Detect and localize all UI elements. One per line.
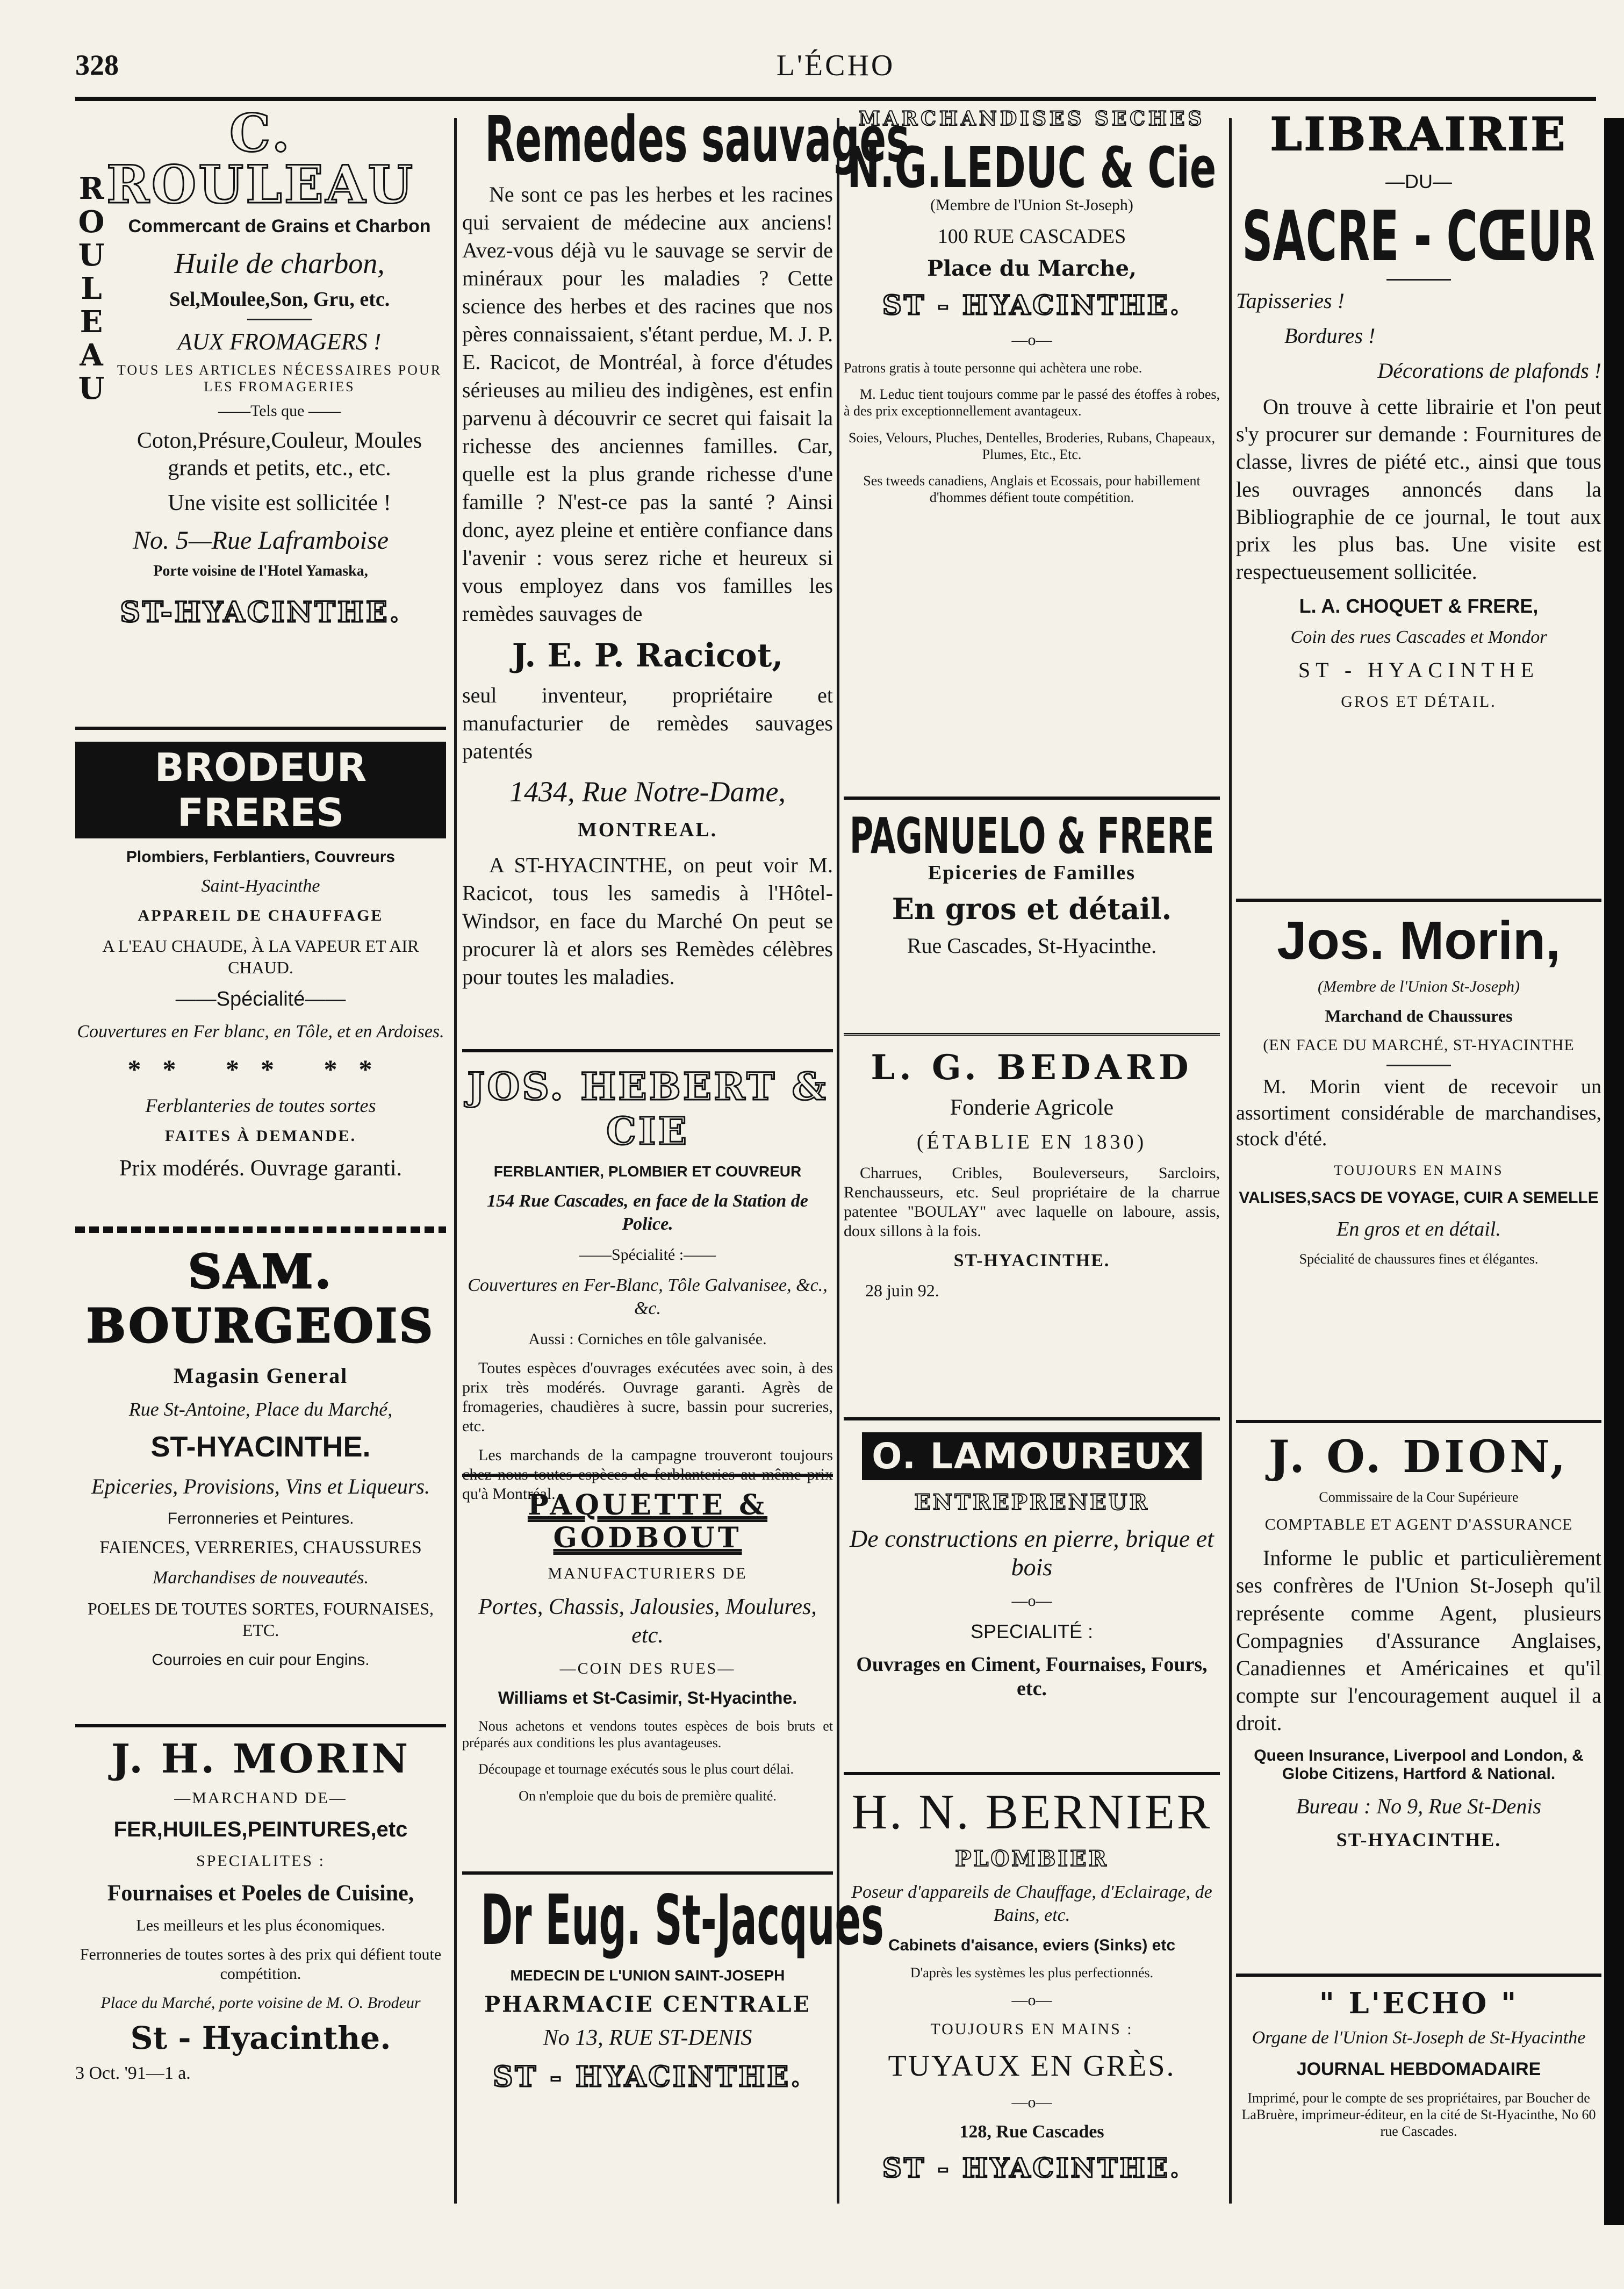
ad-rouleau-vertical-name bbox=[75, 172, 107, 405]
column-3 bbox=[844, 107, 1220, 2214]
ad-pagnuelo-line3: Rue Cascades, St-Hyacinthe. bbox=[907, 934, 1157, 958]
ad-stjacques-line2: PHARMACIE CENTRALE bbox=[484, 1992, 811, 2017]
ad-bedard bbox=[844, 1047, 1220, 1405]
separator bbox=[1236, 1420, 1601, 1423]
ad-dion-body: Informe le public et particulièrement ses confrères de l'Union St-Joseph qu'il représente comme Agent, plusieurs Compagnies d'Assurance Anglaises, Canadiennes et Américaines et qu'il compte sur l'encouragement auquel il a droit. bbox=[1236, 1546, 1601, 1735]
ad-librairie-line7: ST - HYACINTHE bbox=[1298, 658, 1540, 683]
ad-dion-line2: COMPTABLE ET AGENT D'ASSURANCE bbox=[1264, 1516, 1573, 1534]
ad-bourgeois-line3: ST-HYACINTHE. bbox=[150, 1431, 371, 1463]
ad-paquette-line2: Portes, Chassis, Jalousies, Moulures, etc. bbox=[478, 1595, 817, 1648]
separator-double bbox=[844, 1033, 1220, 1039]
ad-dion-line3: Queen Insurance, Liverpool and London, & Globe Citizens, Hartford & National. bbox=[1254, 1746, 1584, 1783]
ad-stjacques-line4: ST - HYACINTHE. bbox=[492, 2061, 803, 2093]
ad-bourgeois-line8: POELES DE TOUTES SORTES, FOURNAISES, ETC. bbox=[87, 1599, 434, 1640]
ad-hebert-line1: FERBLANTIER, PLOMBIER ET COUVREUR bbox=[493, 1163, 802, 1180]
ad-dion-line4: Bureau : No 9, Rue St-Denis bbox=[1296, 1793, 1542, 1818]
ad-jh-morin-line7: Place du Marché, porte voisine de M. O. Brodeur bbox=[100, 1994, 421, 2012]
ad-dion bbox=[1236, 1431, 1601, 1962]
separator bbox=[844, 797, 1220, 800]
ad-brodeur-line2: A L'EAU CHAUDE, À LA VAPEUR ET AIR CHAUD. bbox=[102, 936, 419, 977]
separator bbox=[844, 1772, 1220, 1775]
ad-brodeur-line1: APPAREIL DE CHAUFFAGE bbox=[138, 907, 384, 924]
ad-jh-morin-line2: FER,HUILES,PEINTURES,etc bbox=[113, 1818, 408, 1841]
ad-rouleau-line3: AUX FROMAGERS ! bbox=[177, 328, 382, 355]
ad-bedard-name: L. G. BEDARD bbox=[871, 1047, 1193, 1088]
ad-leduc-kicker: MARCHANDISES SECHES bbox=[858, 107, 1205, 130]
ad-bedard-line4: 28 juin 92. bbox=[865, 1281, 939, 1300]
ad-bedard-body: Charrues, Cribles, Bouleverseurs, Sarcloirs, Renchausseurs, etc. Seul propriétaire de la charrue patentee "BOULAY" avec laquelle on laboure, assis, doux sillons à la fois. bbox=[844, 1164, 1220, 1240]
ad-bernier-line5: TOUJOURS EN MAINS : bbox=[930, 2020, 1133, 2039]
ad-hebert-line5: Aussi : Corniches en tôle galvanisée. bbox=[528, 1330, 767, 1348]
ad-stjacques-line3: No 13, RUE ST-DENIS bbox=[543, 2026, 752, 2050]
ad-remedes-line1: seul inventeur, propriétaire et manufacturier de remèdes sauvages patentés bbox=[462, 683, 833, 763]
column-rule-3 bbox=[1229, 118, 1232, 2204]
ad-jh-morin-line1: —MARCHAND DE— bbox=[174, 1789, 347, 1807]
ad-bernier-line4: —o— bbox=[1011, 1991, 1052, 2010]
ad-librairie-name: LIBRAIRIE bbox=[1270, 107, 1568, 161]
ad-jh-morin-line6: Ferronneries de toutes sortes à des prix qui défient toute compétition. bbox=[80, 1946, 442, 1983]
column-rule-1 bbox=[454, 118, 457, 2204]
ad-jos-morin-line7: Spécialité de chaussures fines et élégantes. bbox=[1299, 1251, 1539, 1267]
ad-brodeur-name: BRODEUR FRERES bbox=[75, 742, 446, 838]
ad-rouleau-trade: Commercant de Grains et Charbon bbox=[128, 216, 431, 236]
ad-leduc-body3: Soies, Velours, Pluches, Dentelles, Broderies, Rubans, Chapeaux, Plumes, Etc., Etc. bbox=[849, 429, 1215, 462]
ad-hebert-line3: ——Spécialité :—— bbox=[579, 1246, 716, 1264]
ad-librairie-line3: Bordures ! bbox=[1284, 324, 1376, 348]
ad-jos-morin-line6: En gros et en détail. bbox=[1336, 1218, 1501, 1241]
ad-bourgeois-line1: Magasin General bbox=[173, 1364, 348, 1388]
ad-rouleau-line6: Coton,Présure,Couleur, Moules grands et petits, etc., etc. bbox=[136, 428, 422, 480]
separator bbox=[462, 1871, 833, 1875]
ad-lamoureux-line1: De constructions en pierre, brique et bois bbox=[850, 1525, 1214, 1581]
ad-leduc bbox=[844, 107, 1220, 785]
ad-bernier-line6: TUYAUX EN GRÈS. bbox=[888, 2049, 1176, 2083]
column-1 bbox=[75, 103, 446, 2214]
ad-rouleau-vertical-text: ROULEAU bbox=[78, 171, 105, 406]
ad-hebert-body2: Les marchands de la campagne trouveront toujours chez nous toutes espèces de ferblanteries au même prix qu'à Montréal. bbox=[462, 1446, 833, 1503]
ad-bernier-name: H. N. BERNIER bbox=[851, 1784, 1212, 1839]
scan-edge-shadow bbox=[1604, 118, 1624, 2225]
ad-lamoureux-line4: Ouvrages en Ciment, Fournaises, Fours, etc. bbox=[856, 1653, 1208, 1700]
ad-hebert-line2: 154 Rue Cascades, en face de la Station de Police. bbox=[487, 1191, 808, 1234]
ad-brodeur-line8: Prix modérés. Ouvrage garanti. bbox=[119, 1156, 402, 1181]
ad-jos-morin-line3: (EN FACE DU MARCHÉ, ST-HYACINTHE bbox=[1263, 1036, 1575, 1054]
ad-jh-morin-line9: 3 Oct. '91—1 a. bbox=[75, 2063, 191, 2084]
separator bbox=[1236, 1974, 1601, 1977]
ad-jh-morin-line8: St - Hyacinthe. bbox=[130, 2020, 391, 2057]
ad-lamoureux-line2: —o— bbox=[1011, 1591, 1052, 1610]
column-4 bbox=[1236, 107, 1601, 2214]
ad-lamoureux-kicker: ENTREPRENEUR bbox=[914, 1490, 1149, 1515]
ad-hebert-name: JOS. HEBERT & CIE bbox=[467, 1064, 828, 1153]
separator-chain bbox=[75, 1226, 446, 1233]
ad-remedes-city: MONTREAL. bbox=[577, 819, 718, 841]
ad-pagnuelo-line1: Epiceries de Familles bbox=[928, 862, 1136, 884]
ad-stjacques bbox=[462, 1881, 884, 2182]
ad-rouleau-line10: ST-HYACINTHE. bbox=[120, 596, 401, 629]
ad-librairie-line1: —DU— bbox=[1385, 170, 1452, 192]
ad-librairie-name2: SACRE - CŒUR bbox=[1242, 197, 1596, 277]
ad-paquette-name: PAQUETTE & GODBOUT bbox=[527, 1489, 768, 1554]
ad-paquette bbox=[462, 1489, 833, 1860]
ad-jos-morin-line5: VALISES,SACS DE VOYAGE, CUIR A SEMELLE bbox=[1239, 1189, 1599, 1207]
ad-rouleau-line8: No. 5—Rue Laframboise bbox=[132, 526, 389, 555]
ad-brodeur-line6: Ferblanteries de toutes sortes bbox=[145, 1094, 376, 1116]
ad-paquette-line4: Williams et St-Casimir, St-Hyacinthe. bbox=[498, 1688, 797, 1707]
ad-brodeur-city: Saint-Hyacinthe bbox=[201, 876, 320, 896]
ad-echo bbox=[1236, 1986, 1601, 2140]
ad-bourgeois-line2: Rue St-Antoine, Place du Marché, bbox=[128, 1398, 393, 1420]
ad-dion-line1: Commissaire de la Cour Supérieure bbox=[1319, 1489, 1519, 1505]
ad-lamoureux bbox=[844, 1432, 1220, 1760]
ad-echo-name: " L'ECHO " bbox=[1319, 1986, 1519, 2020]
ad-jos-morin-line4: TOUJOURS EN MAINS bbox=[1334, 1162, 1504, 1178]
ad-rouleau-line9: Porte voisine de l'Hotel Yamaska, bbox=[153, 563, 368, 580]
ad-leduc-line3: Place du Marche, bbox=[927, 256, 1137, 281]
ad-jh-morin bbox=[75, 1736, 446, 2126]
ad-rouleau-line1: Huile de charbon, bbox=[174, 247, 385, 279]
ad-paquette-body2: Découpage et tournage exécutés sous le plus court délai. bbox=[478, 1761, 794, 1777]
ad-bernier bbox=[844, 1784, 1220, 2195]
ad-leduc-name: N.G.LEDUC & Cie bbox=[847, 135, 1217, 200]
separator bbox=[462, 1049, 833, 1052]
ad-brodeur-line7: FAITES À DEMANDE. bbox=[164, 1126, 357, 1145]
ad-leduc-body2: M. Leduc tient toujours comme par le passé des étoffes à robes, à des prix exceptionnellement avantageux. bbox=[844, 386, 1220, 419]
ad-jh-morin-name: J. H. MORIN bbox=[111, 1736, 411, 1782]
ad-bernier-line3: D'après les systèmes les plus perfectionnés. bbox=[910, 1965, 1154, 1981]
ad-remedes bbox=[462, 102, 910, 1037]
ad-rouleau-line5: ——Tels que —— bbox=[218, 402, 341, 420]
ad-bernier-line9: ST - HYACINTHE. bbox=[882, 2152, 1182, 2184]
separator bbox=[75, 727, 446, 730]
page-number: 328 bbox=[75, 49, 119, 81]
ad-librairie-body: On trouve à cette librairie et l'on peut s'y procurer sur demande : Fournitures de classe, livres de piété etc., ainsi que tous les ouvrages annoncés dans la Bibliographie de ce journal, le tout aux prix les plus bas. Une visite est respectueusement sollicitée. bbox=[1236, 394, 1601, 584]
ad-librairie-line4: Décorations de plafonds ! bbox=[1377, 358, 1601, 383]
ad-bernier-line8: 128, Rue Cascades bbox=[959, 2122, 1104, 2142]
ad-brodeur bbox=[75, 742, 446, 1215]
running-head: L'ÉCHO bbox=[776, 49, 895, 82]
ad-leduc-line4: ST - HYACINTHE. bbox=[882, 289, 1182, 321]
ad-lamoureux-name: O. LAMOUREUX bbox=[862, 1432, 1202, 1480]
ad-leduc-line1: (Membre de l'Union St-Joseph) bbox=[930, 196, 1133, 214]
ad-paquette-body3: On n'emploie que du bois de première qualité. bbox=[519, 1788, 777, 1804]
ad-bedard-line1: Fonderie Agricole bbox=[950, 1095, 1114, 1120]
ad-bernier-line7: —o— bbox=[1011, 2093, 1052, 2112]
ad-bernier-kicker: PLOMBIER bbox=[955, 1846, 1109, 1871]
ad-dion-name: J. O. DION, bbox=[1268, 1431, 1569, 1483]
ad-remedes-address: 1434, Rue Notre-Dame, bbox=[509, 776, 786, 808]
ad-hebert-body: Toutes espèces d'ouvrages exécutées avec soin, à des prix très modérés. Ouvrage garanti. Agrès de fromageries, chaudières à sucre, bassin pour sucreries, etc. bbox=[462, 1359, 833, 1435]
ad-leduc-body: Patrons gratis à toute personne qui achètera une robe. bbox=[844, 360, 1142, 376]
ad-rouleau bbox=[75, 103, 446, 715]
ad-jh-morin-line3: SPECIALITES : bbox=[196, 1852, 325, 1870]
ad-echo-line1: Organe de l'Union St-Joseph de St-Hyacinthe bbox=[1252, 2028, 1586, 2048]
ad-brodeur-line5: ** ** ** bbox=[127, 1053, 394, 1084]
ad-stjacques-line1: MEDECIN DE L'UNION SAINT-JOSEPH bbox=[510, 1967, 785, 1984]
ad-jos-morin bbox=[1236, 910, 1601, 1408]
ad-brodeur-trade: Plombiers, Ferblantiers, Couvreurs bbox=[126, 848, 396, 866]
ad-bernier-line2: Cabinets d'aisance, eviers (Sinks) etc bbox=[888, 1936, 1176, 1954]
ad-rouleau-line4: TOUS LES ARTICLES NÉCESSAIRES POUR LES FROMAGERIES bbox=[117, 362, 442, 395]
ad-paquette-line3: —COIN DES RUES— bbox=[559, 1660, 736, 1677]
ad-jos-morin-line2: Marchand de Chaussures bbox=[1325, 1006, 1513, 1025]
ad-rouleau-line2: Sel,Moulee,Son, Gru, etc. bbox=[169, 288, 390, 311]
ad-remedes-body: Ne sont ce pas les herbes et les racines qui servaient de médecine aux anciens! Avez-vous déjà vu le sauvage se servir de minéraux pour les maladies ? Cette science des herbes et des racines que nos pères connaissaient, s'étant perdue, M. J. P. E. Racicot, de Montréal, à force d'études sérieuses au milieu des indigènes, est enfin parvenu à découvrir ce secret qui faisait la richesse des anciennes familles. Car, quelle est la plus grande richesse d'une famille ? N'est-ce pas la santé ? Ainsi donc, ayez pleine et entière confiance dans l'avenir : vous serez riche et heureux si vous employez dans vos familles les remèdes sauvages de bbox=[462, 182, 833, 626]
ad-pagnuelo-line2: En gros et détail. bbox=[892, 892, 1172, 926]
ad-bernier-line1: Poseur d'appareils de Chauffage, d'Eclairage, de Bains, etc. bbox=[851, 1882, 1212, 1925]
ad-librairie-line5: L. A. CHOQUET & FRERE, bbox=[1299, 595, 1539, 618]
ad-jos-morin-name: Jos. Morin, bbox=[1277, 910, 1561, 971]
ad-pagnuelo-name: PAGNUELO & FRERE bbox=[849, 807, 1215, 865]
ad-librairie bbox=[1236, 107, 1601, 887]
ad-paquette-line1: MANUFACTURIERS DE bbox=[548, 1565, 748, 1582]
ad-bedard-line2: (ÉTABLIE EN 1830) bbox=[916, 1131, 1147, 1153]
ad-librairie-line6: Coin des rues Cascades et Mondor bbox=[1290, 627, 1547, 648]
ad-bourgeois bbox=[75, 1245, 446, 1712]
ad-rouleau-line7: Une visite est sollicitée ! bbox=[168, 491, 391, 516]
ad-bourgeois-line5: Ferronneries et Peintures. bbox=[167, 1510, 354, 1527]
ad-bourgeois-line9: Courroies en cuir pour Engins. bbox=[152, 1651, 370, 1669]
ad-remedes-name: J. E. P. Racicot, bbox=[512, 637, 784, 674]
ad-bedard-line3: ST-HYACINTHE. bbox=[953, 1251, 1110, 1271]
ad-leduc-line2: 100 RUE CASCADES bbox=[937, 225, 1126, 248]
ad-jos-morin-line1: (Membre de l'Union St-Joseph) bbox=[1317, 978, 1520, 995]
ad-jh-morin-line4: Fournaises et Poeles de Cuisine, bbox=[107, 1881, 414, 1906]
page-header bbox=[75, 38, 1596, 86]
ad-jh-morin-line5: Les meilleurs et les plus économiques. bbox=[136, 1917, 385, 1935]
ad-pagnuelo bbox=[844, 807, 1220, 1021]
ad-brodeur-line4: Couvertures en Fer blanc, en Tôle, et en Ardoises. bbox=[77, 1022, 444, 1042]
ad-bourgeois-name: SAM. BOURGEOIS bbox=[87, 1245, 435, 1353]
ad-bourgeois-line6: FAIENCES, VERRERIES, CHAUSSURES bbox=[99, 1538, 422, 1558]
ad-leduc-line5: —o— bbox=[1011, 331, 1052, 349]
ad-leduc-body4: Ses tweeds canadiens, Anglais et Ecossais, pour habillement d'hommes défient toute compétition. bbox=[863, 472, 1201, 506]
ad-jos-morin-body: M. Morin vient de recevoir un assortiment considérable de marchandises, stock d'été. bbox=[1236, 1075, 1601, 1151]
ad-echo-line2: JOURNAL HEBDOMADAIRE bbox=[1296, 2058, 1541, 2079]
ad-bourgeois-line4: Epiceries, Provisions, Vins et Liqueurs. bbox=[91, 1474, 430, 1498]
ad-lamoureux-line3: SPECIALITÉ : bbox=[970, 1620, 1094, 1642]
ad-bourgeois-line7: Marchandises de nouveautés. bbox=[153, 1568, 369, 1588]
ad-rouleau-name: C. ROULEAU bbox=[106, 103, 415, 215]
separator bbox=[1236, 899, 1601, 902]
ad-brodeur-line3: ——Spécialité—— bbox=[175, 988, 346, 1010]
ad-remedes-title: Remedes sauvages bbox=[485, 102, 910, 176]
separator bbox=[75, 1724, 446, 1727]
separator bbox=[844, 1417, 1220, 1420]
ad-hebert-line4: Couvertures en Fer-Blanc, Tôle Galvanisee, &c., &c. bbox=[468, 1275, 828, 1318]
ad-librairie-line8: GROS ET DÉTAIL. bbox=[1341, 693, 1497, 711]
ad-librairie-line2: Tapisseries ! bbox=[1236, 289, 1345, 313]
ad-stjacques-name: Dr Eug. St-Jacques bbox=[480, 1881, 884, 1961]
ad-dion-line5: ST-HYACINTHE. bbox=[1336, 1828, 1501, 1850]
ad-echo-line3: Imprimé, pour le compte de ses propriétaires, par Boucher de LaBruère, imprimeur-éditeur, en la cité de St-Hyacinthe, No 60 rue Cascades. bbox=[1241, 2090, 1596, 2140]
ad-hebert bbox=[462, 1064, 833, 1503]
ad-paquette-body: Nous achetons et vendons toutes espèces de bois bruts et préparés aux conditions les plus avantageuses. bbox=[462, 1718, 833, 1751]
ad-remedes-body2: A ST-HYACINTHE, on peut voir M. Racicot, tous les samedis à l'Hôtel-Windsor, en face du Marché On peut se procurer là et alors ses Remèdes célèbres pour toutes les maladies. bbox=[462, 853, 833, 989]
top-rule bbox=[75, 97, 1596, 101]
